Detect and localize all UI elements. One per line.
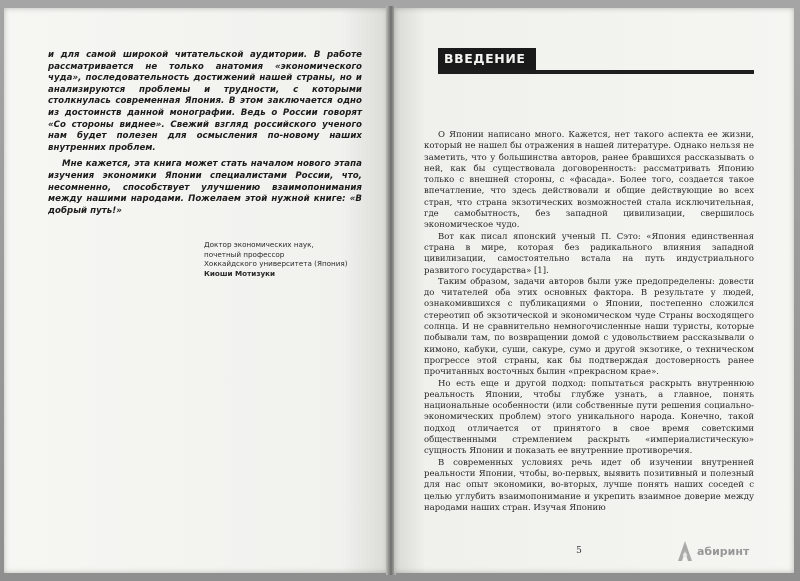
left-page-text	[48, 50, 362, 217]
watermark	[676, 538, 749, 564]
right-paragraph: Таким образом, задачи авторов были уже предопределены: довести до читателей оба этих основных фактора. В результате у людей, ознакомившихся с публикациями о Японии, постепенно сложился стереотип об экзотической и экономическом чуде Страны восходящего солнца. И не сравнительно немногочисленные наши туристы, которые побывали там, по возвращении домой с удовольствием рассказывали о кимоно, кабуки, суши, сакуре, сумо и другой экзотике, о техническом прогрессе этой страны, как бы подтверждая достоверность ранее прочитанных восточных былин «прекрасном крае».	[424, 276, 754, 378]
signature-line: Доктор экономических наук,	[204, 240, 314, 249]
right-paragraph: Но есть еще и другой подход: попытаться раскрыть внутреннюю реальность Японии, чтобы глубже узнать, а главное, понять национальные особенности (или собственные пути решения социально-экономических проблем) этого уникального народа. Конечно, такой подход отличается от принятого в свое время советскими общественными стремлением раскрыть «империалистическую» сущность Японии и показать ее внутренние противоречия.	[424, 378, 754, 457]
page-number: 5	[576, 546, 582, 556]
left-page	[4, 8, 388, 573]
left-paragraph: и для самой широкой читательской аудитории. В работе рассматривается не только анатомия «экономического чуда», последовательность достижений нашей страны, но и анализируются проблемы и трудности, с которыми столкнулась современная Япония. В этом заключается одно из достоинств данной монографии. Ведь о России говорят «Со стороны виднее». Свежий взгляд российского ученого нам будет полезен для осмысления по-новому наших внутренних проблем.	[48, 50, 362, 153]
watermark-text: абиринт	[697, 544, 750, 558]
chapter-heading-bar	[438, 48, 754, 74]
right-paragraph: Вот как писал японский ученый П. Сэто: «Япония единственная страна в мире, которая без радикального влияния западной цивилизации, самостоятельно встала на путь индустриального развитого государства» [1].	[424, 231, 754, 276]
right-page-text	[424, 130, 754, 514]
signature-name: Киоши Мотизуки	[204, 268, 276, 278]
right-paragraph: О Японии написано много. Кажется, нет такого аспекта ее жизни, который не нашел бы отражения в нашей литературе. Однако нельзя не заметить, что у большинства авторов, ранее бравшихся рассказывать о ней, как бы существовала договоренность: рассматривать Японию только с внешней стороны, с «фасада». Более того, создается такое впечатление, что здесь действовали и общие действующие во всех стран, что страна экзотических возможностей стала исключительная, где самобытность, без западной цивилизации, свершилось экономическое чудо.	[424, 130, 754, 231]
labyrinth-logo-icon	[676, 540, 694, 562]
right-paragraph: В современных условиях речь идет об изучении внутренней реальности Японии, чтобы, во-первых, выявить позитивный и полезный для нас опыт экономики, во-вторых, лучше понять наших соседей с целью углубить взаимопонимание и укрепить взаимное доверие между народами наших стран. Изучая Японию	[424, 457, 754, 513]
signature-line: Хоккайдского университета (Япония)	[204, 259, 348, 269]
left-paragraph: Мне кажется, эта книга может стать началом нового этапа изучения экономики Японии специалистами России, что, несомненно, способствует улучшению взаимопонимания между нашими народами. Пожелаем этой нужной книге: «В добрый путь!»	[48, 159, 362, 216]
author-signature-block	[204, 240, 374, 278]
signature-line: почетный профессор	[204, 249, 285, 259]
right-page	[394, 8, 794, 573]
chapter-heading: ВВЕДЕНИЕ	[438, 48, 536, 70]
